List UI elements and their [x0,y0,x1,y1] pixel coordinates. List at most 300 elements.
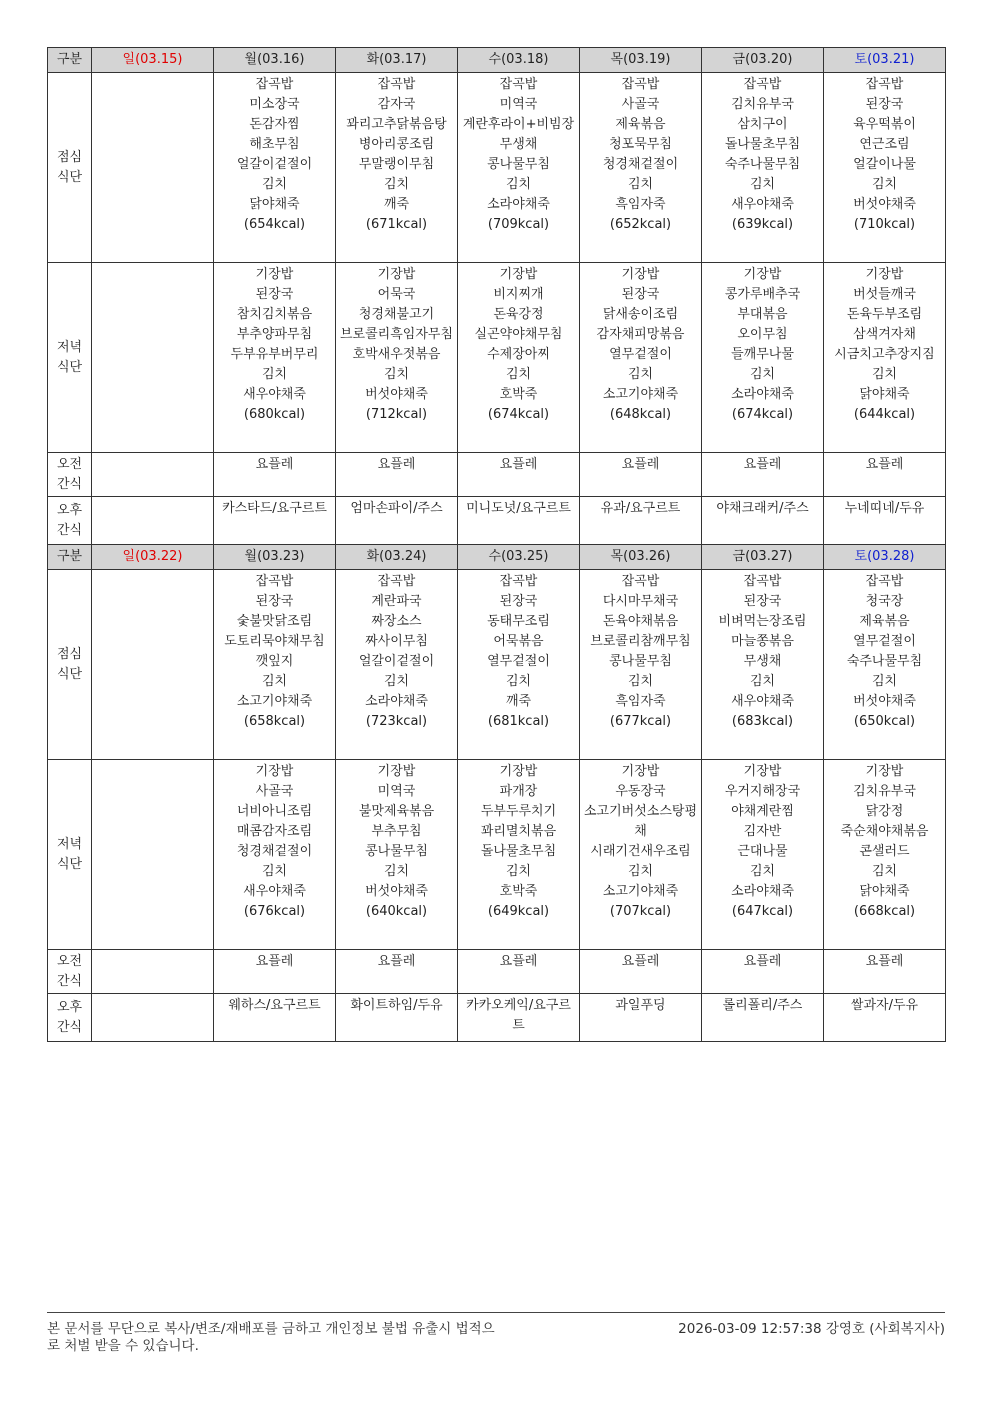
snack-item: 요플레 [743,954,782,969]
menu-item: 김치 [505,674,532,689]
menu-item: 버섯야채죽 [365,387,428,402]
menu-cell [336,950,458,994]
menu-item: 죽순채야채볶음 [840,824,929,839]
menu-item: 불맛제육볶음 [358,804,435,819]
menu-item: 콩나물무침 [487,157,550,172]
menu-item: 기장밥 [621,267,660,282]
menu-item: 부대볶음 [737,307,788,322]
menu-item: 어묵볶음 [493,634,544,649]
menu-item: (647kcal) [731,904,794,919]
menu-item: 김치 [505,864,532,879]
menu-item: 소고기야채죽 [602,884,679,899]
menu-cell [214,73,336,263]
menu-cell [580,263,702,453]
menu-cell [702,760,824,950]
menu-item: 들깨무나물 [731,347,794,362]
morning-snack-row [48,950,946,994]
menu-item: 잡곡밥 [621,77,660,92]
menu-cell [702,950,824,994]
menu-cell [702,453,824,497]
snack-item: 카스타드/요구르트 [222,501,327,516]
menu-item: 돌나물초무침 [480,844,557,859]
menu-item: 미소장국 [249,97,300,112]
snack-item: 요플레 [377,457,416,472]
footer-notice: 본 문서를 무단으로 복사/변조/재배포를 금하고 개인정보 불법 유출시 법적으로 처벌 받을 수 있습니다. [47,1321,495,1354]
menu-cell [702,570,824,760]
menu-item: 브로콜리흑임자무침 [339,327,454,342]
menu-item: 청경채불고기 [358,307,435,322]
menu-item: 잡곡밥 [499,77,538,92]
row-label-line: 식단 [56,856,83,872]
menu-item: 된장국 [255,287,294,302]
snack-item: 유과/요구르트 [600,501,681,516]
menu-cell [214,994,336,1042]
day-header: 수(03.18) [458,48,580,73]
menu-item: 청경채겉절이 [602,157,679,172]
menu-item: 김치유부국 [853,784,916,799]
menu-item: 두부두루치기 [480,804,557,819]
row-label [48,950,92,994]
menu-item: (658kcal) [243,714,306,729]
menu-item: 잡곡밥 [377,574,416,589]
menu-item: (674kcal) [487,407,550,422]
menu-item: 사골국 [255,784,294,799]
menu-item: 깨죽 [505,694,532,709]
snack-item: 쌀과자/두유 [850,998,919,1013]
menu-cell [214,570,336,760]
menu-item: 너비아니조림 [236,804,313,819]
menu-item: 얼갈이겉절이 [236,157,313,172]
menu-cell [580,950,702,994]
menu-item: 도토리묵야채무침 [224,634,325,649]
menu-item: 김치 [627,367,654,382]
day-header: 일(03.22) [92,545,214,570]
menu-item: 연근조림 [859,137,910,152]
row-label-line: 오전 [56,456,83,472]
day-header: 금(03.20) [702,48,824,73]
afternoon-snack-row [48,497,946,545]
menu-item: (681kcal) [487,714,550,729]
row-label-line: 오후 [56,999,83,1015]
menu-item: 짜장소스 [371,614,422,629]
menu-item: 김치 [505,177,532,192]
snack-item: 요플레 [865,457,904,472]
menu-cell [458,950,580,994]
snack-item: 요플레 [743,457,782,472]
menu-item: (640kcal) [365,904,428,919]
menu-item: (654kcal) [243,217,306,232]
menu-item: 김치 [871,864,898,879]
snack-item: 롤리폴리/주스 [722,998,803,1013]
menu-item: 소라야채죽 [731,884,794,899]
menu-item: 소라야채죽 [487,197,550,212]
menu-cell [824,994,946,1042]
menu-item: 소라야채죽 [731,387,794,402]
snack-item: 웨하스/요구르트 [228,998,321,1013]
day-header: 일(03.15) [92,48,214,73]
menu-item: 실곤약야채무침 [474,327,563,342]
day-header: 토(03.21) [824,48,946,73]
menu-item: 김치 [749,864,776,879]
menu-cell [92,760,214,950]
menu-item: 된장국 [743,594,782,609]
weekly-menu-table [47,47,946,1042]
snack-item: 요플레 [499,954,538,969]
menu-item: 소고기야채죽 [236,694,313,709]
menu-cell [92,73,214,263]
menu-cell [214,263,336,453]
row-label [48,263,92,453]
menu-item: 야채계란찜 [731,804,794,819]
menu-item: 잡곡밥 [743,574,782,589]
menu-item: (680kcal) [243,407,306,422]
menu-cell [458,453,580,497]
menu-item: 병아리콩조림 [358,137,435,152]
row-label-line: 오후 [56,502,83,518]
menu-item: 김치 [749,367,776,382]
menu-item: 기장밥 [377,267,416,282]
menu-item: 김치 [627,177,654,192]
menu-item: 김치 [261,864,288,879]
menu-item: 열무겉절이 [609,347,672,362]
lunch-row [48,73,946,263]
menu-item: 호박죽 [499,884,538,899]
menu-item: 콘샐러드 [859,844,910,859]
menu-cell [92,994,214,1042]
menu-item: 육우떡볶이 [853,117,916,132]
menu-item: 청국장 [865,594,904,609]
menu-item: 잡곡밥 [499,574,538,589]
menu-item: 김치 [505,367,532,382]
menu-item: 사골국 [621,97,660,112]
day-header: 토(03.28) [824,545,946,570]
menu-item: 계란파국 [371,594,422,609]
dinner-row [48,760,946,950]
menu-item: (639kcal) [731,217,794,232]
menu-item: 제육볶음 [859,614,910,629]
menu-cell [336,497,458,545]
menu-item: 잡곡밥 [865,77,904,92]
menu-cell [336,994,458,1042]
menu-cell [580,497,702,545]
day-header: 월(03.23) [214,545,336,570]
menu-cell [458,760,580,950]
menu-item: 김치 [383,674,410,689]
menu-cell [92,570,214,760]
menu-cell [580,73,702,263]
menu-item: 김치 [749,177,776,192]
menu-item: 얼갈이나물 [853,157,916,172]
menu-cell [92,950,214,994]
menu-item: 마늘쫑볶음 [731,634,794,649]
menu-cell [336,73,458,263]
menu-item: 비지찌개 [493,287,544,302]
day-header: 화(03.17) [336,48,458,73]
row-label [48,453,92,497]
menu-item: (709kcal) [487,217,550,232]
row-label-line: 점심 [56,149,83,165]
day-header: 월(03.16) [214,48,336,73]
menu-item: 감자채피망볶음 [596,327,685,342]
snack-item: 미니도넛/요구르트 [466,501,571,516]
menu-item: 소라야채죽 [365,694,428,709]
menu-item: 버섯야채죽 [853,197,916,212]
snack-item: 엄마손파이/주스 [350,501,443,516]
lunch-row [48,570,946,760]
menu-cell [336,570,458,760]
menu-item: 근대나물 [737,844,788,859]
menu-item: (652kcal) [609,217,672,232]
snack-item: 요플레 [255,954,294,969]
menu-item: 닭새송이조림 [602,307,679,322]
menu-item: 김치 [383,177,410,192]
menu-item: 소고기버섯소스탕평채 [583,804,698,839]
menu-item: 버섯야채죽 [853,694,916,709]
day-header: 금(03.27) [702,545,824,570]
menu-item: 기장밥 [377,764,416,779]
menu-item: (674kcal) [731,407,794,422]
menu-item: 돈감자찜 [249,117,300,132]
menu-item: 콩나물무침 [365,844,428,859]
menu-cell [702,994,824,1042]
menu-item: (649kcal) [487,904,550,919]
menu-item: 청경채겉절이 [236,844,313,859]
menu-item: 미역국 [499,97,538,112]
menu-item: 숙주나물무침 [846,654,923,669]
menu-item: 김치 [383,367,410,382]
menu-item: (677kcal) [609,714,672,729]
menu-item: 기장밥 [865,267,904,282]
menu-item: 된장국 [865,97,904,112]
dinner-row [48,263,946,453]
menu-item: 소고기야채죽 [602,387,679,402]
row-label-line: 식단 [56,359,83,375]
menu-cell [92,263,214,453]
row-label-line: 저녁 [56,339,83,355]
menu-item: (723kcal) [365,714,428,729]
menu-cell [458,263,580,453]
menu-cell [580,570,702,760]
menu-item: 부추양파무침 [236,327,313,342]
menu-item: 참치김치볶음 [236,307,313,322]
afternoon-snack-row [48,994,946,1042]
menu-cell [214,453,336,497]
row-label-line: 간식 [56,522,83,538]
menu-cell [824,950,946,994]
menu-item: 김치 [261,674,288,689]
menu-item: 숙주나물무침 [724,157,801,172]
menu-cell [580,994,702,1042]
menu-item: 새우야채죽 [731,694,794,709]
menu-cell [336,453,458,497]
menu-item: 부추무침 [371,824,422,839]
row-label-line: 점심 [56,646,83,662]
menu-item: 숯불맛닭조림 [236,614,313,629]
menu-cell [702,73,824,263]
snack-item: 요플레 [621,954,660,969]
morning-snack-row [48,453,946,497]
menu-item: 삼치구이 [737,117,788,132]
menu-item: 비벼먹는장조림 [718,614,807,629]
row-label [48,497,92,545]
menu-item: 열무겉절이 [487,654,550,669]
menu-cell [702,263,824,453]
menu-item: 김치 [749,674,776,689]
menu-item: 버섯야채죽 [365,884,428,899]
menu-cell [458,73,580,263]
snack-item: 누네띠네/두유 [844,501,925,516]
menu-item: 잡곡밥 [377,77,416,92]
menu-item: 닭야채죽 [249,197,300,212]
menu-cell [702,497,824,545]
menu-item: 콩가루배추국 [724,287,801,302]
menu-cell [824,570,946,760]
menu-item: 무생채 [499,137,538,152]
menu-item: (671kcal) [365,217,428,232]
menu-item: 김치 [627,864,654,879]
menu-item: 동태무조림 [487,614,550,629]
footer-print-info: 2026-03-09 12:57:38 강영호 (사회복지사) [678,1321,945,1337]
menu-item: 꽈리멸치볶음 [480,824,557,839]
snack-item: 요플레 [255,457,294,472]
menu-item: 기장밥 [499,764,538,779]
menu-item: 다시마무채국 [602,594,679,609]
menu-item: 기장밥 [255,764,294,779]
menu-item: 김치유부국 [731,97,794,112]
menu-item: 시금치고추장지짐 [834,347,935,362]
menu-cell [92,453,214,497]
menu-item: 김치 [871,177,898,192]
menu-cell [336,760,458,950]
menu-item: 김치 [261,367,288,382]
row-label [48,73,92,263]
menu-item: 새우야채죽 [243,884,306,899]
menu-item: (648kcal) [609,407,672,422]
menu-item: 김자반 [743,824,782,839]
menu-item: 무생채 [743,654,782,669]
week-header-row [48,545,946,570]
row-label-line: 저녁 [56,836,83,852]
menu-item: 열무겉절이 [853,634,916,649]
menu-cell [824,453,946,497]
snack-item: 요플레 [377,954,416,969]
menu-cell [580,760,702,950]
menu-item: 기장밥 [499,267,538,282]
row-label-line: 간식 [56,973,83,989]
row-label-line: 간식 [56,1019,83,1035]
menu-item: (712kcal) [365,407,428,422]
menu-item: 기장밥 [743,764,782,779]
menu-cell [92,497,214,545]
menu-item: 우거지해장국 [724,784,801,799]
menu-cell [458,994,580,1042]
menu-item: (707kcal) [609,904,672,919]
footer-divider [47,1312,945,1313]
menu-item: 김치 [261,177,288,192]
menu-cell [336,263,458,453]
menu-item: 청포묵무침 [609,137,672,152]
menu-item: 시래기건새우조림 [590,844,691,859]
menu-item: 돌나물초무침 [724,137,801,152]
menu-item: 제육볶음 [615,117,666,132]
menu-item: 어묵국 [377,287,416,302]
menu-item: 버섯들깨국 [853,287,916,302]
snack-item: 화이트하임/두유 [350,998,443,1013]
menu-item: 꽈리고추닭볶음탕 [346,117,447,132]
menu-item: (668kcal) [853,904,916,919]
menu-item: 기장밥 [743,267,782,282]
day-header: 수(03.25) [458,545,580,570]
menu-item: (710kcal) [853,217,916,232]
row-label-line: 오전 [56,953,83,969]
menu-item: 콩나물무침 [609,654,672,669]
menu-item: 김치 [871,674,898,689]
snack-item: 요플레 [621,457,660,472]
menu-item: 감자국 [377,97,416,112]
menu-item: 김치 [627,674,654,689]
menu-cell [824,263,946,453]
menu-item: 잡곡밥 [865,574,904,589]
menu-item: 잡곡밥 [255,77,294,92]
menu-item: 흑임자죽 [615,197,666,212]
day-header: 목(03.19) [580,48,702,73]
menu-cell [824,760,946,950]
menu-item: 김치 [871,367,898,382]
menu-item: 된장국 [621,287,660,302]
row-label-line: 간식 [56,476,83,492]
menu-item: 짜사이무침 [365,634,428,649]
menu-item: 오이무침 [737,327,788,342]
menu-cell [458,497,580,545]
menu-cell [824,73,946,263]
snack-item: 요플레 [865,954,904,969]
menu-item: (650kcal) [853,714,916,729]
menu-item: 흑임자죽 [615,694,666,709]
menu-item: 호박죽 [499,387,538,402]
menu-item: 닭야채죽 [859,387,910,402]
menu-item: 된장국 [499,594,538,609]
menu-item: 기장밥 [255,267,294,282]
menu-cell [580,453,702,497]
menu-item: 무말랭이무침 [358,157,435,172]
menu-item: (676kcal) [243,904,306,919]
menu-cell [458,570,580,760]
menu-item: 새우야채죽 [243,387,306,402]
menu-item: 매콤감자조림 [236,824,313,839]
snack-item: 과일푸딩 [615,998,666,1013]
menu-item: 얼갈이겉절이 [358,654,435,669]
menu-item: 수제장아찌 [487,347,550,362]
menu-item: 돈육야채볶음 [602,614,679,629]
row-label [48,994,92,1042]
row-label [48,760,92,950]
menu-item: 파개장 [499,784,538,799]
snack-item: 요플레 [499,457,538,472]
menu-item: 된장국 [255,594,294,609]
day-header: 화(03.24) [336,545,458,570]
menu-item: 호박새우젓볶음 [352,347,441,362]
menu-item: 깻잎지 [255,654,294,669]
menu-item: 새우야채죽 [731,197,794,212]
menu-cell [214,497,336,545]
row-label-line: 식단 [56,169,83,185]
menu-item: 닭야채죽 [859,884,910,899]
menu-item: 미역국 [377,784,416,799]
menu-cell [214,950,336,994]
menu-cell [214,760,336,950]
menu-item: (683kcal) [731,714,794,729]
menu-cell [824,497,946,545]
